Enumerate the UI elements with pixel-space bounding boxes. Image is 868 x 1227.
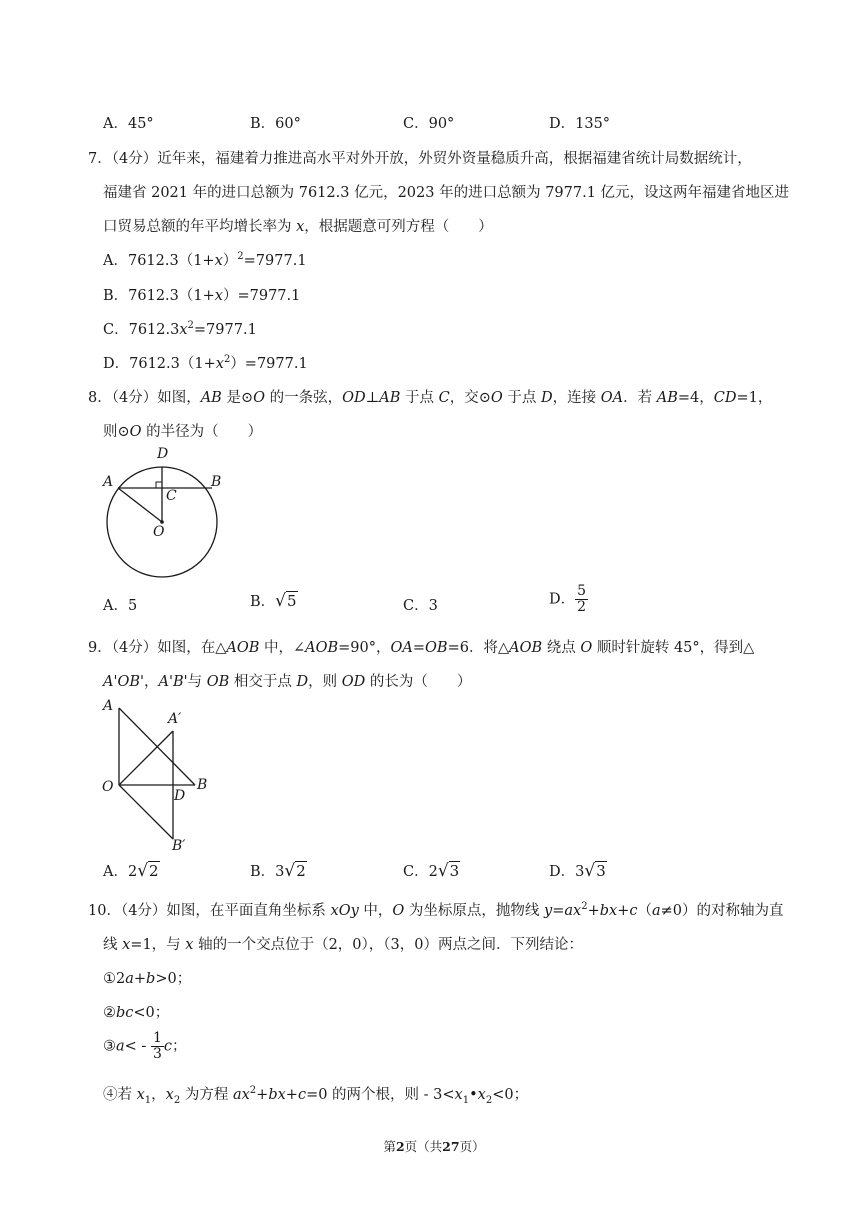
q8-option-c: C．3: [403, 598, 438, 614]
q10-conclusion-2: ②bc<0；: [103, 1005, 170, 1021]
q8-label-o: O: [153, 524, 165, 540]
q9-line-1: 9．（4分）如图，在△AOB 中，∠AOB=90°，OA=OB=6．将△AOB 绕点 O 顺时针旋转 45°，得到△: [88, 640, 755, 656]
q9-label-b-prime: B′: [172, 838, 186, 854]
q8-line-2: 则⊙O 的半径为（ ）: [103, 424, 263, 440]
q8-label-d: D: [157, 446, 169, 462]
q9-label-o: O: [102, 779, 114, 795]
page-footer: 第2页（共27页）: [383, 1139, 485, 1154]
q9-label-a-prime: A′: [168, 711, 182, 727]
q8-label-a: A: [103, 474, 114, 490]
q8-label-b: B: [211, 474, 222, 490]
q7-line-2: 福建省 2021 年的进口总额为 7612.3 亿元，2023 年的进口总额为 7977.1 亿元，设这两年福建省地区进: [103, 185, 790, 201]
q7-option-d: D．$7612.3(1+x^2)=7977.1$: [103, 354, 308, 372]
q9-label-a: A: [103, 698, 114, 714]
q7-option-c: C．$7612.3x^2=7977.1$: [103, 320, 257, 338]
q7-line-1: 7．（4分）近年来，福建着力推进高水平对外开放，外贸外资量稳质升高，根据福建省统计局数据统计，: [88, 151, 752, 167]
q6-option-d: D．135°: [549, 116, 611, 132]
q9-triangle-figure: [95, 695, 225, 855]
q6-option-c: C．90°: [403, 116, 455, 132]
q7-option-b: B．7612.3（1+x）=7977.1: [103, 288, 301, 304]
q6-option-b: B．60°: [250, 116, 301, 132]
q9-label-b: B: [197, 777, 208, 793]
q10-line-1: 10．（4分）如图，在平面直角坐标系 xOy 中，O 为坐标原点，抛物线 $y=ax^2+bx+c(a\ne 0)$的对称轴为直: [88, 901, 784, 919]
q7-line-3: 口贸易总额的年平均增长率为 x，根据题意可列方程（ ）: [103, 219, 493, 235]
q8-label-c: C: [166, 488, 177, 504]
q10-conclusion-1: ①2a+b>0；: [103, 971, 192, 987]
q9-option-b: B．3√2: [250, 861, 306, 881]
q10-line-2: 线 x=1，与 x 轴的一个交点位于（2，0），（3，0）两点之间．下列结论：: [103, 937, 583, 953]
q8-option-b: B．√5: [250, 591, 297, 611]
q9-option-a: A．2√2: [103, 861, 159, 881]
q8-option-d: D． $\frac{5}{2}$: [549, 583, 587, 615]
q9-option-c: C．2√3: [403, 861, 460, 881]
q8-option-a: A．5: [103, 598, 138, 614]
q9-option-d: D．3√3: [549, 861, 606, 881]
q9-line-2: A'OB'，A'B'与 OB 相交于点 D，则 OD 的长为（ ）: [103, 674, 472, 690]
q9-label-d: D: [174, 788, 186, 804]
q8-circle-figure: [95, 442, 235, 582]
q7-option-a: A．$7612.3(1+x)^2=7977.1$: [103, 251, 307, 269]
q8-line-1: 8．（4分）如图，AB 是⊙O 的一条弦，OD⊥AB 于点 C，交⊙O 于点 D，连接 OA．若 AB=4，CD=1，: [88, 390, 773, 406]
q6-option-a: A．45°: [103, 116, 154, 132]
q10-conclusion-4: ④若 $x_1$，$x_2$ 为方程 $ax^2+bx+c=0$ 的两个根，则 - $3<x_1•x_2<0$；: [103, 1085, 529, 1106]
q10-conclusion-3: ③a< - $\frac{1}{3}$ c；: [103, 1030, 187, 1062]
